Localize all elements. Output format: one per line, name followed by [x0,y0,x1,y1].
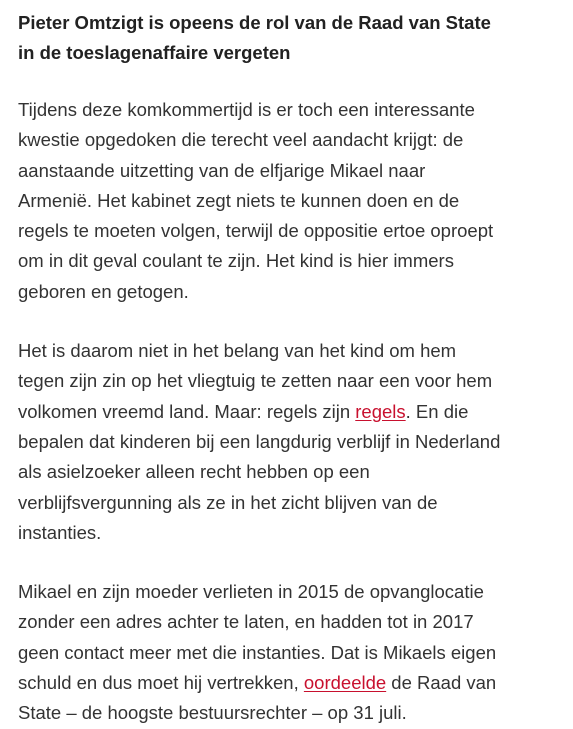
oordeelde-link[interactable]: oordeelde [303,672,387,694]
text-after-link: de Raad van [386,672,497,694]
paragraph-line: om in dit geval coulant te zijn. Het kind is hier immers [18,250,454,272]
title-line: Pieter Omtzigt is opeens de rol van de Raad van State [18,12,491,33]
paragraph-line: instanties. [18,521,102,543]
paragraph-line: kwestie opgedoken die terecht veel aandacht krijgt: de [18,129,464,151]
paragraph-line: tegen zijn zin op het vliegtuig te zetten naar een voor hem [18,370,493,392]
paragraph-1 [18,95,559,307]
text-before-link: schuld en dus moet hij vertrekken, [18,672,304,694]
paragraph-line: regels te moeten volgen, terwijl de oppositie ertoe oproept [18,220,494,242]
text-before-link: volkomen vreemd land. Maar: regels zijn [18,400,356,422]
paragraph-line: geboren en getogen. [18,280,189,302]
paragraph-line [18,397,559,427]
paragraph-line: als asielzoeker alleen recht hebben op een [18,461,370,483]
paragraph-line: geen contact meer met die instanties. Dat is Mikaels eigen [18,641,497,663]
article-title [18,8,559,68]
paragraph-line: aanstaande uitzetting van de elfjarige Mikael naar [18,159,426,181]
paragraph-2 [18,336,559,548]
text-after-link: . En die [405,400,469,422]
paragraph-line: Mikael en zijn moeder verlieten in 2015 de opvanglocatie [18,581,484,603]
paragraph-line: verblijfsvergunning als ze in het zicht blijven van de [18,491,438,513]
paragraph-line: State – de hoogste bestuursrechter – op 31 juli. [18,702,407,724]
paragraph-line: zonder een adres achter te laten, en hadden tot in 2017 [18,611,474,633]
title-line: in de toeslagenaffaire vergeten [18,42,291,63]
regels-link[interactable]: regels [355,400,406,422]
paragraph-line: Armenië. Het kabinet zegt niets te kunnen doen en de [18,189,460,211]
paragraph-line: Tijdens deze komkommertijd is er toch een interessante [18,99,475,120]
paragraph-line: bepalen dat kinderen bij een langdurig verblijf in Nederland [18,430,501,452]
paragraph-line [18,668,559,698]
paragraph-3 [18,577,559,728]
paragraph-line: Het is daarom niet in het belang van het kind om hem [18,340,457,362]
